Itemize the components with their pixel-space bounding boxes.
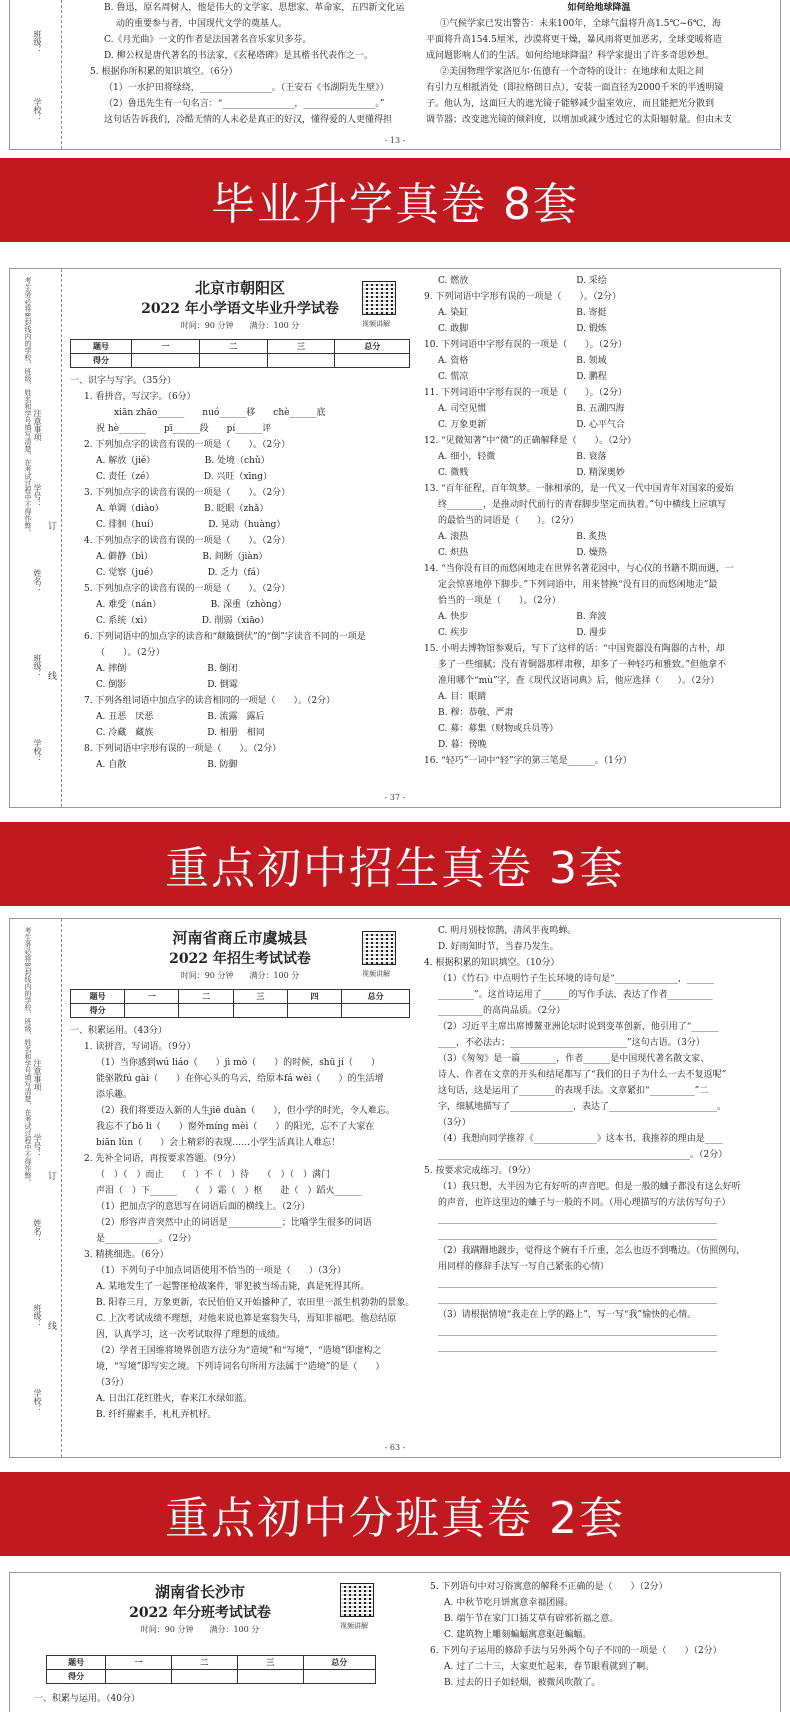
score-header: 三 (237, 1656, 303, 1670)
bind-mark: 线 (48, 672, 58, 682)
option-row: C. 明月别枝惊鹊，清风半夜鸣蝉。 (438, 926, 577, 936)
text-line: （3分） (438, 1118, 471, 1128)
option-row: A. 某地发生了一起警匪枪战案件，罪犯被当场击毙，真是死得其所。 (96, 1282, 370, 1292)
exam-meta: 时间：90 分钟 满分：100 分 (140, 1625, 260, 1634)
text-line: （2）我们将要迈入新的人生jiē duàn（ ），但小学的时光，令人难忘。 (96, 1106, 395, 1116)
text-line: 声泪（ ）下______ （ ）霜（ ）枢 赴（ ）蹈火______ (96, 1186, 362, 1196)
score-row-label: 得分 (71, 1004, 125, 1018)
score-header: 一 (125, 990, 179, 1004)
score-header: 总分 (335, 340, 410, 354)
name-label: 姓名： (33, 569, 42, 593)
score-cell[interactable] (233, 1004, 287, 1018)
text-line: 准用哪个“mù”字，查《现代汉语词典》后，他应选择（ ）。（2分） (438, 676, 720, 686)
exam-title: 2022 年招生考试试卷 (169, 951, 311, 967)
text-line: 诗人、作者在文章的开头和结尾都写了“我们的日子为什么一去不复返呢” (438, 1070, 727, 1080)
option-row: B. 穆：恭敬、严肃 (438, 708, 514, 718)
exam-title: 2022 年小学语文毕业升学试卷 (141, 301, 339, 317)
text-line: ________”。这首诗运用了______的写作手法，表达了作者__________ (438, 990, 713, 1000)
text-line: （2）形容声音突然中止的词语是____________；比喻学生很多的词语 (96, 1218, 372, 1228)
reading-title: 如何给地球降温 (567, 3, 631, 13)
binding-margin (10, 919, 62, 1457)
option-row: B. 阳春三月，万象更新，农民伯伯又开始播种了，农田里一派生机勃勃的景象。 (96, 1298, 415, 1308)
binding-margin (10, 1573, 30, 1712)
option-row: C. 慌凉 D. 鹏程 (438, 372, 607, 382)
question: 4. 根据积累的知识填空。（10分） (424, 958, 560, 968)
text-line: xiān zhāo______ nuó______移 chè______底 (96, 408, 326, 418)
exam-region-title: 河南省商丘市虞城县 (172, 929, 308, 947)
answer-line[interactable]: ______________________________________________________________ (438, 1342, 717, 1352)
text-line: 境，“写境”即写实之境。下列诗词名句所用方法属于“造境”的是（ ） (96, 1362, 385, 1372)
answer-line[interactable]: ______________________________________________________________ (438, 1278, 717, 1288)
qr-caption: 视频讲解 (362, 320, 390, 328)
text-line: 是____________。（2分） (96, 1234, 197, 1244)
score-header: 二 (179, 990, 233, 1004)
section-heading: 一、识字与写字。（35分） (70, 376, 176, 386)
score-cell[interactable] (199, 354, 267, 368)
section-banner-graduation (0, 158, 790, 242)
text-line: B. 鲁迅，原名周树人，他是伟大的文学家、思想家、革命家，五四新文化运 (104, 3, 405, 13)
option-row: A. 日出江花红胜火，春来江水绿如蓝。 (96, 1394, 253, 1404)
question: 6. 下列词语中的加点字的读音和“颠簸倒伏”的“倒”字读音不同的一项是 (84, 632, 366, 642)
answer-line[interactable]: ______________________________________________________________ (438, 1214, 717, 1224)
option-row: A. 司空见惯 B. 五湖四海 (438, 404, 625, 414)
section-heading: 一、积累运用。（43分） (70, 1026, 167, 1036)
exam-meta: 时间：90 分钟 满分：100 分 (180, 971, 300, 980)
option-row: A. 自散 B. 防御 (96, 760, 238, 770)
text-line: 定会惊喜地停下脚步。”下列词语中，用来替换“没有目的而悠闲地走”最 (438, 580, 718, 590)
text-line: 这句话告诉我们，冷酷无情的人未必是真正的好汉，懂得爱的人更懂得担 (104, 115, 393, 125)
option-row: A. 摔倒 B. 倒闭 (96, 664, 238, 674)
text-line: C.《月光曲》一文的作者是法国著名音乐家贝多芬。 (104, 35, 312, 45)
score-header: 一 (106, 1656, 172, 1670)
exam-page-1 (9, 0, 781, 150)
text-line: 的最恰当的词语是（ ）。（2分） (438, 516, 579, 526)
question: 3. 下列加点字的读音有误的一项是（ ）。（2分） (84, 488, 291, 498)
option-row: C. 疾步 D. 漫步 (438, 628, 607, 638)
score-header: 二 (172, 1656, 238, 1670)
qr-caption: 视频讲解 (362, 970, 390, 978)
question-5: 5. 根据你所积累的知识填空。（6分） (90, 67, 238, 77)
banner-text: 重点初中分班真卷 2套 (165, 1493, 625, 1544)
section-banner-placement (0, 1472, 790, 1556)
score-cell[interactable] (172, 1670, 238, 1684)
text-line: 多了一些细腻；没有青铜器那样肃穆，却多了一种轻巧和雅致。”但他拿不 (438, 660, 727, 670)
exam-title: 2022 年分班考试试卷 (129, 1605, 271, 1621)
qr-code-icon[interactable] (362, 281, 396, 315)
question: 10. 下列词语中字形有误的一项是（ ）。（2分） (424, 340, 627, 350)
score-header: 总分 (303, 1656, 375, 1670)
exam-region-title: 北京市朝阳区 (194, 279, 285, 297)
section-heading: 一、积累与运用。（40分） (34, 1694, 140, 1704)
text-line: biān lùn（ ）会上精彩的表现……小学生活真让人难忘！ (96, 1138, 341, 1148)
option-row: A. 细小，轻微 B. 衰落 (438, 452, 607, 462)
text-line: ____，不必法古；__________________________”这句古语。（3分） (438, 1038, 705, 1048)
text-line: （2）鲁迅先生有一句名言：“________________，________________。” (104, 99, 385, 109)
school-label: 学校： (33, 739, 42, 763)
text-line: 这句话，这是运用了________的表现手法。文章紧扣“__________”二 (438, 1086, 709, 1096)
option-row: C. 敢脚 D. 锻炼 (438, 324, 607, 334)
answer-line[interactable]: ______________________________________________________________ (438, 1326, 717, 1336)
question: 13. “百年征程，百年筑梦。一脉相承的，是一代又一代中国青年对国家的爱始 (424, 484, 734, 494)
text-line: 添乐趣。 (96, 1090, 133, 1100)
question: 9. 下列词语中字形有误的一项是（ ）。（2分） (424, 292, 622, 302)
right-column (424, 273, 774, 769)
score-cell[interactable] (125, 1004, 179, 1018)
option-row: C. 燃放 D. 采绘 (438, 276, 607, 286)
banner-text: 毕业升学真卷 8套 (211, 179, 579, 230)
score-header: 一 (132, 340, 200, 354)
banner-text: 重点初中招生真卷 3套 (165, 843, 625, 894)
option-row: C. 募：募集（财物或兵员等） (438, 724, 559, 734)
text-line: 有引力互相抵消处（即拉格朗日点），安装一面直径为2000千米的半透明镜 (426, 83, 724, 93)
score-cell[interactable] (106, 1670, 172, 1684)
option-row: C. 觉察（jué） D. 乏力（fá） (96, 568, 266, 578)
student-id-label: 学号： (33, 1134, 42, 1158)
option-row: C. 微贱 D. 精深奥妙 (438, 468, 625, 478)
text-line: 动的重要参与者，中国现代文学的奠基人。 (116, 19, 288, 29)
score-cell[interactable] (342, 1004, 410, 1018)
option-row: C. 徘徊（huí） D. 晃动（huàng） (96, 520, 286, 530)
question: 4. 下列加点字的读音有误的一项是（ ）。（2分） (84, 536, 291, 546)
option-row: A. 中秋节吃月饼寓意幸福团圆。 (444, 1598, 574, 1608)
question: 2. 下列加点字的读音有误的一项是（ ）。（2分） (84, 440, 291, 450)
option-row: C. 责任（zé） D. 兴旺（xīng） (96, 472, 272, 482)
exam-page-3 (9, 918, 781, 1458)
option-row: C. 系统（xì） D. 削弱（xiāo） (96, 616, 270, 626)
score-header: 二 (199, 340, 267, 354)
option-row: B. 纤纤擢素手，札札弄机杼。 (96, 1410, 217, 1420)
question: 14. “当你没有目的而悠闲地走在世界名著花园中，与心仪的书籍不期而遇，一 (424, 564, 734, 574)
text-line: （2）我蹒跚地踱步，觉得这个碗有千斤重，怎么也迈不到嘴边。（仿照例句， (438, 1246, 746, 1256)
answer-line[interactable]: ______________________________________________________________ (438, 1230, 717, 1240)
text-line: 子。他认为，这面巨大的遮光镜子能够减少温室效应，而且能把光分散到 (426, 99, 715, 109)
exam-page-2 (9, 268, 781, 808)
question: 6. 下列句子运用的修辞手法与另外两个句子不同的一项是（ ）（2分） (430, 1646, 722, 1656)
left-column (70, 1023, 415, 1423)
option-row: A. 目：眼睛 (438, 692, 487, 702)
text-line: （1）当你感到wú liáo（ ）jì mò（ ）的时候，shū jí（ ） (96, 1058, 380, 1068)
text-line: （2）学者王国维将境界创造方法分为“造境”和“写境”，“造境”即虚构之 (96, 1346, 382, 1356)
text-line: 成问题影响人们的生活。如何给地球降温？科学家提出了许多奇思妙想。 (426, 51, 715, 61)
text-line: （2）习近平主席出席博鳌亚洲论坛时说到变革创新，他引用了“______ (438, 1022, 719, 1032)
score-header: 三 (267, 340, 335, 354)
school-label: 学校： (33, 1389, 42, 1413)
option-row: A. 快步 B. 奔波 (438, 612, 607, 622)
answer-line[interactable]: ________________________________________________________。（2分） (438, 1150, 728, 1160)
margin-notes: 考生务必将密封线内的学校、班级、姓名和学号填写清楚，在考试过程中不得作弊。 (24, 277, 32, 536)
right-column (424, 923, 774, 1355)
option-row: C. 炽热 D. 燥热 (438, 548, 607, 558)
text-line: （3）《匆匆》是一篇________，作者______是中国现代著名散文家、 (438, 1054, 710, 1064)
text-line: ①气候学家已发出警告：未来100年，全球气温将升高1.5℃~6℃，海 (440, 19, 721, 29)
text-line: （1）我只想，大半因为它有好听的声音吧。但是一般的蛐子都没有这么好听 (438, 1182, 741, 1192)
option-row: A. 单调（diào） B. 眨眼（zhǎ） (96, 504, 269, 514)
option-row: C. 倒影 D. 倒霉 (96, 680, 238, 690)
bind-mark: 订 (48, 1172, 58, 1182)
qr-caption: 视频讲解 (340, 1622, 368, 1630)
exam-header (50, 1581, 350, 1637)
question: 1. 看拼音，写汉字。（6分） (84, 392, 196, 402)
question: 3. 精挑细选。（6分） (84, 1250, 169, 1260)
text-line: 平面将升高154.5厘米，沙漠将更干燥，暴风雨将更加恶劣，全球变暖将造 (426, 35, 722, 45)
exam-meta: 时间：90 分钟 满分：100 分 (180, 321, 300, 330)
right-column (430, 1579, 775, 1691)
option-row: A. 滚热 B. 炙热 (438, 532, 607, 542)
bind-mark: 订 (48, 522, 58, 532)
text-line: （1）下列句子中加点词语使用不恰当的一项是（ ）（3分） (96, 1266, 346, 1276)
score-header: 题号 (71, 990, 125, 1004)
text-line: 用同样的修辞手法写一写自己紧张的心情） (438, 1262, 610, 1272)
exam-header (70, 277, 410, 333)
text-line: 恰当的一项是（ ）。（2分） (438, 596, 561, 606)
option-row: A. 丑恶 厌恶 B. 流露 露后 (96, 712, 265, 722)
binding-margin (10, 0, 62, 149)
option-row: C. 万象更新 D. 心平气合 (438, 420, 625, 430)
class-label: 班级： (33, 654, 42, 678)
option-row: A. 难受（nán） B. 深重（zhòng） (96, 600, 287, 610)
option-row: A. 解放（jiě） B. 处境（chǔ） (96, 456, 270, 466)
text-line: 终________，是推动时代前行的青春脚步坚定而执着。”句中横线上应填写 (438, 500, 727, 510)
text-line: （1）一水护田将绿绕，________________。（王安石《书湖阴先生壁》） (104, 83, 389, 93)
question: 8. 下列词语中字形有误的一项是（ ）。（2分） (84, 744, 282, 754)
text-line: 祝 hè______ pī______段 pí______评 (96, 424, 272, 434)
score-cell[interactable] (237, 1670, 303, 1684)
page-number: - 63 - (384, 1443, 406, 1452)
class-label: 班级： (33, 1304, 42, 1328)
name-label: 姓名： (33, 1219, 42, 1243)
score-header: 题号 (47, 1656, 106, 1670)
binding-margin (10, 269, 62, 807)
question: 7. 下列各组词语中加点字的读音相同的一项是（ ）。（2分） (84, 696, 336, 706)
question: 16. “轻巧”一词中“轻”字的第三笔是______。（1分） (424, 756, 632, 766)
option-row: A. 资格 B. 领域 (438, 356, 607, 366)
score-table (70, 989, 410, 1018)
notice-label: 注意事项 (33, 1059, 42, 1091)
score-cell[interactable] (303, 1670, 375, 1684)
score-row-label: 得分 (47, 1670, 106, 1684)
text-line: 字，细腻地描写了______________，表达了________________________。 (438, 1102, 727, 1112)
option-row: C. 上次考试成绩不理想，对他来说也算是塞翁失马，焉知非福吧。他总结原 (96, 1314, 397, 1324)
text-line: （3分） (96, 1378, 129, 1388)
question: 5. 下列加点字的读音有误的一项是（ ）。（2分） (84, 584, 291, 594)
score-row-label: 得分 (71, 354, 132, 368)
text-line: （ ）（ ）而止 （ ）不（ ）待 （ ）（ ）满门 (96, 1170, 331, 1180)
question: 11. 下列词语中字形有误的一项是（ ）。（2分） (424, 388, 627, 398)
score-table (70, 339, 410, 368)
exam-page-4 (9, 1572, 781, 1712)
text-line: （4）我想向同学推荐《______________》这本书，我推荐的理由是____ (438, 1134, 723, 1144)
option-row: D. 暮：傍晚 (438, 740, 487, 750)
qr-code-icon[interactable] (340, 1583, 374, 1617)
question: 1. 读拼音，写词语。（9分） (84, 1042, 196, 1052)
question: 5. 按要求完成练习。（9分） (424, 1166, 536, 1176)
score-cell[interactable] (335, 354, 410, 368)
score-cell[interactable] (287, 1004, 341, 1018)
left-column (34, 1691, 374, 1707)
text-line: （1）把加点字的意思写在词语后面的横线上。（2分） (96, 1202, 310, 1212)
text-line: 能驱散fú gài（ ）在你心头的乌云，给原本fá wèi（ ）的生活增 (96, 1074, 384, 1084)
bind-mark: 线 (48, 1322, 58, 1332)
qr-code-icon[interactable] (362, 931, 396, 965)
score-cell[interactable] (179, 1004, 233, 1018)
section-banner-admission (0, 822, 790, 906)
score-cell[interactable] (132, 354, 200, 368)
option-row: B. 端午节在家门口插艾草有辟邪祈福之意。 (444, 1614, 619, 1624)
margin-notes: 考生务必将密封线内的学校、班级、姓名和学号填写清楚，在考试过程中不得作弊。 (24, 927, 32, 1186)
text-line: （ ）。（2分） (96, 648, 165, 658)
question: 15. 小明去博物馆参观后，写下了这样的话：“中国瓷器没有陶器的古朴，却 (424, 644, 725, 654)
score-header: 四 (287, 990, 341, 1004)
answer-line[interactable]: ______________________________________________________________ (438, 1294, 717, 1304)
text-line: 因，认真学习，这一次考试取得了理想的成绩。 (96, 1330, 286, 1340)
text-line: D. 柳公权是唐代著名的书法家，《玄秘塔碑》是其楷书代表作之一。 (104, 51, 374, 61)
option-row: A. 过了二十三，大家更忙起来，春节眼看就到了啊。 (444, 1662, 655, 1672)
left-column (90, 0, 410, 128)
text-line: （3）请根据情境“我走在上学的路上”，写一写“我”愉快的心情。 (438, 1310, 697, 1320)
score-header: 总分 (342, 990, 410, 1004)
text-line: 我忘不了bō li（ ）窗外míng mèi（ ）的阳光，忘不了大家在 (96, 1122, 375, 1132)
option-row: C. 冷藏 藏族 D. 相册 相同 (96, 728, 265, 738)
question: 12. “见微知著”中“微”的正确解释是（ ）。（2分） (424, 436, 637, 446)
page-number: - 13 - (384, 136, 406, 145)
exam-header (70, 927, 410, 983)
school-label: 学校： (33, 98, 42, 122)
class-label: 班级： (33, 30, 42, 54)
score-cell[interactable] (267, 354, 335, 368)
question: 2. 先补全词语，再按要求答题。（9分） (84, 1154, 241, 1164)
option-row: C. 建筑物上雕刻蝙蝠寓意驱赶蝙蝠。 (444, 1630, 592, 1640)
question: 5. 下列语句中对习俗寓意的解释不正确的是（ ）（2分） (430, 1582, 668, 1592)
text-line: 的声音，也许这里边的蛐子与一般的不同。（用心理描写的方法仿写句子） (438, 1198, 731, 1208)
page-number: - 37 - (384, 793, 406, 802)
text-line: __________的高尚品质。（2分） (438, 1006, 566, 1016)
score-table (46, 1655, 376, 1684)
score-header: 题号 (71, 340, 132, 354)
text-line: （1）《竹石》中点明竹子生长环境的诗句是“______________，______ (438, 974, 714, 984)
option-row: A. 僻静（bì） B. 间断（jiàn） (96, 552, 268, 562)
exam-region-title: 湖南省长沙市 (154, 1583, 245, 1601)
text-line: 调节器；改变遮光镜的倾斜度，以增加或减少透过它的太阳辐射量。但由未支 (426, 115, 733, 125)
left-column (70, 373, 415, 773)
score-header: 三 (233, 990, 287, 1004)
option-row: D. 好雨知时节，当春乃发生。 (438, 942, 559, 952)
text-line: ②美国物理学家洛厄尔·伍德有一个奇特的设计：在地球和太阳之间 (440, 67, 704, 77)
option-row: A. 染缸 B. 寄挺 (438, 308, 607, 318)
option-row: B. 过去的日子如轻烟，被微风吹散了。 (444, 1678, 601, 1688)
student-id-label: 学号： (33, 484, 42, 508)
notice-label: 注意事项 (33, 409, 42, 441)
right-column (426, 0, 772, 128)
